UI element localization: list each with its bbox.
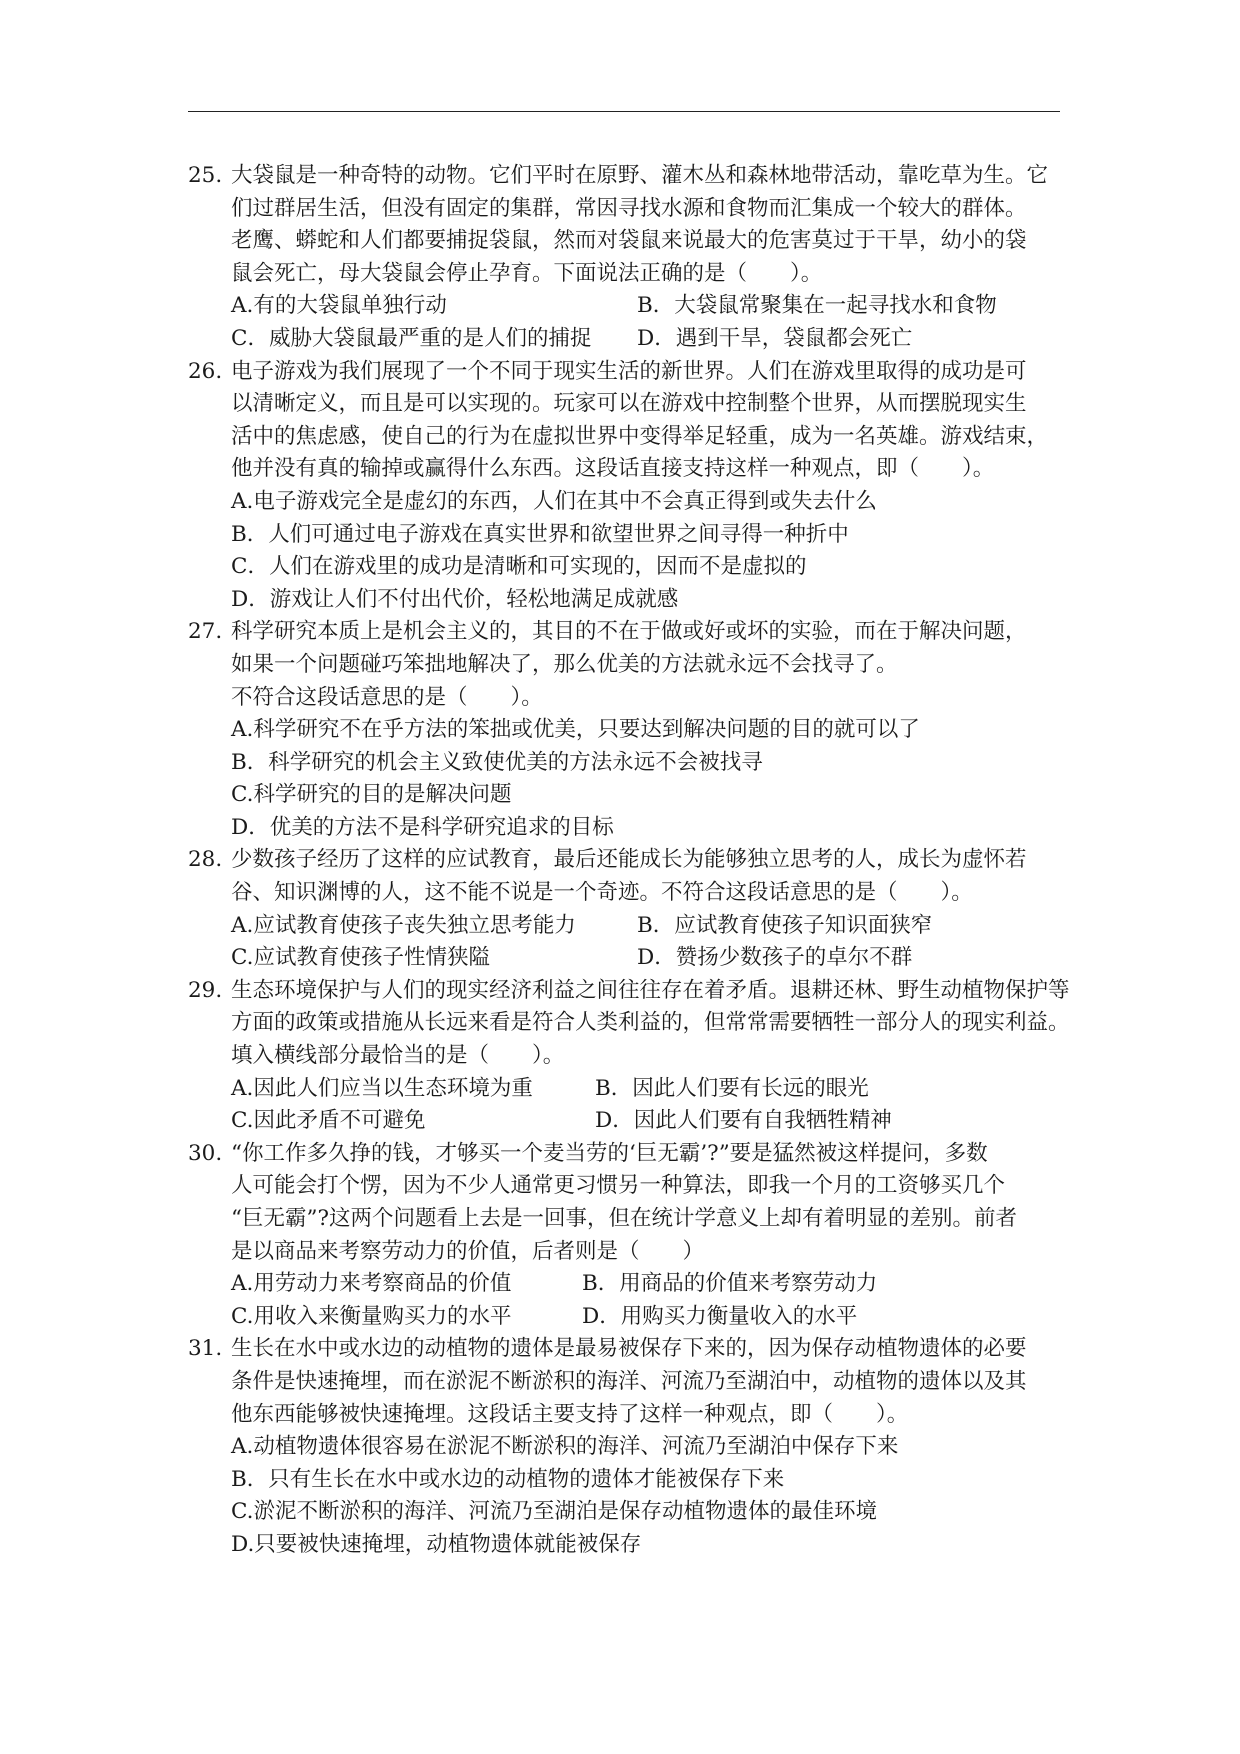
question-27 — [188, 616, 1068, 844]
option-row — [231, 290, 1068, 323]
question-number: 27. — [188, 619, 223, 645]
header-rule — [188, 111, 1060, 112]
stem-line: 方面的政策或措施从长远来看是符合人类利益的，但常常需要牺牲一部分人的现实利益。 — [231, 1010, 1070, 1036]
option-a: A.因此人们应当以生态环境为重 — [231, 1075, 533, 1101]
option-row — [231, 1268, 1068, 1301]
option-a: A.动植物遗体很容易在淤泥不断淤积的海洋、河流乃至湖泊中保存下来 — [231, 1434, 899, 1460]
question-stem — [188, 356, 1068, 486]
options — [188, 1073, 1068, 1138]
option-b: B．因此人们要有长远的眼光 — [595, 1075, 869, 1101]
option-c: C.应试教育使孩子性情狭隘 — [231, 945, 491, 971]
option-c: C.用收入来衡量购买力的水平 — [231, 1303, 512, 1329]
question-list — [188, 160, 1068, 1562]
option-d: D.只要被快速掩埋，动植物遗体就能被保存 — [231, 1531, 642, 1557]
stem-line: 如果一个问题碰巧笨拙地解决了，那么优美的方法就永远不会找寻了。 — [231, 651, 898, 677]
option-a: A.应试教育使孩子丧失独立思考能力 — [231, 912, 576, 938]
option-d: D．因此人们要有自我牺牲精神 — [595, 1108, 892, 1134]
stem-line: 大袋鼠是一种奇特的动物。它们平时在原野、灌木丛和森林地带活动，靠吃草为生。它 — [231, 163, 1049, 188]
stem-line: 科学研究本质上是机会主义的，其目的不在于做或好或坏的实验，而在于解决问题， — [231, 619, 1027, 645]
option-row — [231, 323, 1068, 356]
question-stem — [188, 160, 1068, 290]
stem-line: 人可能会打个愣，因为不少人通常更习惯另一种算法，即我一个月的工资够买几个 — [231, 1173, 1006, 1199]
option-c: C.因此矛盾不可避免 — [231, 1108, 426, 1134]
option-d: D．遇到干旱，袋鼠都会死亡 — [637, 325, 913, 351]
options — [188, 1268, 1068, 1333]
option-d: D．用购买力衡量收入的水平 — [582, 1303, 858, 1329]
stem-line: 电子游戏为我们展现了一个不同于现实生活的新世界。人们在游戏里取得的成功是可 — [231, 358, 1027, 384]
options — [188, 910, 1068, 975]
option-c: C．人们在游戏里的成功是清晰和可实现的，因而不是虚拟的 — [231, 554, 807, 580]
option-a: A.有的大袋鼠单独行动 — [231, 293, 447, 319]
question-stem — [188, 1138, 1068, 1268]
option-b: B．应试教育使孩子知识面狭窄 — [637, 912, 933, 938]
question-stem — [188, 975, 1068, 1073]
option-c: C.淤泥不断淤积的海洋、河流乃至湖泊是保存动植物遗体的最佳环境 — [231, 1499, 878, 1525]
option-row — [231, 910, 1068, 943]
question-stem — [188, 844, 1068, 909]
option-b: B．只有生长在水中或水边的动植物的遗体才能被保存下来 — [231, 1466, 785, 1492]
question-26 — [188, 356, 1068, 617]
question-number: 29. — [188, 977, 223, 1003]
options — [188, 486, 1068, 616]
option-b: B．大袋鼠常聚集在一起寻找水和食物 — [637, 293, 997, 319]
option-c: C．威胁大袋鼠最严重的是人们的捕捉 — [231, 325, 592, 351]
stem-line: 少数孩子经历了这样的应试教育，最后还能成长为能够独立思考的人，成长为虚怀若 — [231, 847, 1027, 873]
question-31 — [188, 1333, 1068, 1561]
stem-line: 活中的焦虑感，使自己的行为在虚拟世界中变得举足轻重，成为一名英雄。游戏结束， — [231, 423, 1049, 449]
option-a: A.科学研究不在乎方法的笨拙或优美，只要达到解决问题的目的就可以了 — [231, 717, 920, 743]
stem-line: 不符合这段话意思的是（ ）。 — [231, 684, 543, 710]
option-row — [231, 942, 1068, 975]
option-row — [231, 1301, 1068, 1334]
question-30 — [188, 1138, 1068, 1334]
options — [188, 1431, 1068, 1561]
option-a: A.用劳动力来考察商品的价值 — [231, 1271, 512, 1297]
question-29 — [188, 975, 1068, 1138]
options — [188, 714, 1068, 844]
option-b: B．科学研究的机会主义致使优美的方法永远不会被找寻 — [231, 749, 763, 775]
question-stem — [188, 1333, 1068, 1431]
stem-line: 们过群居生活，但没有固定的集群，常因寻找水源和食物而汇集成一个较大的群体。 — [231, 195, 1027, 221]
question-number: 28. — [188, 847, 223, 873]
question-number: 31. — [188, 1336, 223, 1362]
option-d: D．游戏让人们不付出代价，轻松地满足成就感 — [231, 586, 679, 612]
stem-line: “你工作多久挣的钱，才够买一个麦当劳的‘巨无霸’?”要是猛然被这样提问，多数 — [231, 1140, 988, 1166]
option-a: A.电子游戏完全是虚幻的东西，人们在其中不会真正得到或失去什么 — [231, 488, 877, 514]
question-stem — [188, 616, 1068, 714]
question-number: 30. — [188, 1140, 223, 1166]
option-b: B．用商品的价值来考察劳动力 — [582, 1271, 878, 1297]
options — [188, 290, 1068, 355]
option-row — [231, 1105, 1068, 1138]
question-number: 25. — [188, 163, 223, 188]
option-d: D．优美的方法不是科学研究追求的目标 — [231, 814, 614, 840]
option-row — [231, 1073, 1068, 1106]
stem-line: 是以商品来考察劳动力的价值，后者则是（ ） — [231, 1238, 705, 1264]
question-28 — [188, 844, 1068, 974]
stem-line: 老鹰、蟒蛇和人们都要捕捉袋鼠，然而对袋鼠来说最大的危害莫过于干旱，幼小的袋 — [231, 228, 1027, 254]
question-number: 26. — [188, 358, 223, 384]
stem-line: 谷、知识渊博的人，这不能不说是一个奇迹。不符合这段话意思的是（ ）。 — [231, 880, 973, 906]
stem-line: “巨无霸”?这两个问题看上去是一回事，但在统计学意义上却有着明显的差别。前者 — [231, 1206, 1018, 1231]
stem-line: 条件是快速掩埋，而在淤泥不断淤积的海洋、河流乃至湖泊中，动植物的遗体以及其 — [231, 1368, 1027, 1394]
question-25 — [188, 160, 1068, 356]
option-c: C.科学研究的目的是解决问题 — [231, 782, 512, 808]
stem-line: 以清晰定义，而且是可以实现的。玩家可以在游戏中控制整个世界，从而摆脱现实生 — [231, 391, 1027, 417]
option-b: B．人们可通过电子游戏在真实世界和欲望世界之间寻得一种折中 — [231, 521, 849, 547]
stem-line: 他并没有真的输掉或赢得什么东西。这段话直接支持这样一种观点，即（ ）。 — [231, 456, 995, 482]
stem-line: 填入横线部分最恰当的是（ ）。 — [231, 1043, 565, 1069]
stem-line: 生长在水中或水边的动植物的遗体是最易被保存下来的，因为保存动植物遗体的必要 — [231, 1336, 1027, 1362]
stem-line: 生态环境保护与人们的现实经济利益之间往往存在着矛盾。退耕还林、野生动植物保护等 — [231, 977, 1070, 1003]
stem-line: 鼠会死亡，母大袋鼠会停止孕育。下面说法正确的是（ ）。 — [231, 260, 823, 286]
stem-line: 他东西能够被快速掩埋。这段话主要支持了这样一种观点，即（ ）。 — [231, 1401, 909, 1427]
option-d: D．赞扬少数孩子的卓尔不群 — [637, 945, 913, 971]
